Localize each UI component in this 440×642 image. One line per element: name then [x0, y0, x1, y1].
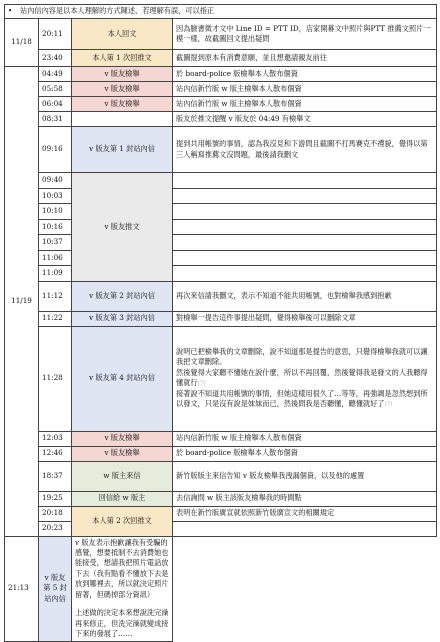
- time-cell: 10:03: [39, 188, 72, 204]
- table-row: [5, 446, 437, 461]
- desc-cell: 去信詢問 w 版主該版友檢舉我的時間點: [173, 491, 437, 506]
- action-cell: v 版友檢舉: [72, 97, 173, 112]
- action-cell: 本人第 1 次回推文: [72, 50, 173, 67]
- table-row: [5, 491, 437, 506]
- table-row: [5, 461, 437, 491]
- paragraph: [176, 368, 433, 389]
- time-cell: 09:16: [39, 127, 72, 173]
- desc-cell: 於 board-police 版檢舉本人散布個資: [173, 67, 437, 82]
- time-cell: 18:37: [39, 461, 72, 491]
- spacer: [75, 600, 169, 608]
- action-cell: v 版友第 3 封站內信: [72, 311, 173, 326]
- table-row: [5, 431, 437, 446]
- action-cell: v 版友檢舉: [72, 446, 173, 461]
- table-row: [5, 219, 437, 235]
- table-row: [5, 50, 437, 67]
- time-cell: 10:16: [39, 219, 72, 235]
- paragraph: 說明已把檢舉我的文章刪除，說不知道那是提告的意思，只覺得檢舉我就可以讓我把文章刪除。: [176, 346, 428, 367]
- table-row: [5, 266, 437, 282]
- action-cell: 本人回文: [72, 19, 173, 50]
- table-row: [5, 112, 437, 127]
- table-row: [5, 97, 437, 112]
- desc-cell: 站內信新竹版 w 版主檢舉本人散布個資: [173, 97, 437, 112]
- time-cell: 11:28: [39, 326, 72, 431]
- table-row: [5, 536, 437, 641]
- time-cell: 12:46: [39, 446, 72, 461]
- table-row: [5, 521, 437, 536]
- paragraph-text: 接著說不知道共用帳號的事情，但她這樣用很久了…等等，再強調是忽然想到所以發文，只是沒有說是妹妹而已，然後問我是否聽懂，聽懂就好了: [176, 388, 428, 409]
- table-row: [5, 204, 437, 220]
- desc-cell: [72, 536, 173, 641]
- desc-cell: 站內信新竹版 w 版主檢舉本人散布個資: [173, 431, 437, 446]
- desc-cell: [173, 188, 437, 204]
- time-cell: 11:09: [39, 266, 72, 282]
- desc-cell: 因為臉書徵才文中 Line ID = PTT ID，店家開幕文中照片與PTT 推薦文照片一模一樣，故截圖回文提出疑問: [173, 19, 437, 50]
- table-row: [5, 82, 437, 97]
- time-cell: 19:25: [39, 491, 72, 506]
- time-cell: 20:23: [39, 521, 72, 536]
- time-cell: 05:58: [39, 82, 72, 97]
- date-cell: 11/19: [5, 67, 39, 537]
- time-cell: 11:22: [39, 311, 72, 326]
- table-row: [5, 127, 437, 173]
- desc-cell: [173, 204, 437, 220]
- desc-cell: [173, 326, 437, 431]
- desc-cell: 表明在新竹版廣宣就依照新竹版廣宣文的相關規定: [173, 506, 437, 521]
- action-cell: [72, 112, 173, 127]
- desc-cell: [173, 250, 437, 266]
- table-row: [5, 311, 437, 326]
- desc-cell: 版友於推文提醒 v 版友於 04:49 有檢舉文: [173, 112, 437, 127]
- faint-mark: (?): [384, 401, 393, 409]
- action-cell: 本人第 2 次回推文: [72, 506, 173, 536]
- desc-cell: 於 board-police 版檢舉本人散布個資: [173, 446, 437, 461]
- time-cell: 23:40: [39, 50, 72, 67]
- note-text: 站內信內容是以本人理解的方式陳述，若理解有誤，可以指正: [20, 6, 215, 16]
- time-cell: 10:10: [39, 204, 72, 220]
- time-cell: 10:37: [39, 235, 72, 251]
- desc-cell: 截圖提到原本有消費意願，並且想邀請親友前往: [173, 50, 437, 67]
- desc-cell: [173, 219, 437, 235]
- paragraph: [176, 389, 433, 410]
- table-row: [5, 326, 437, 431]
- action-cell: w 版主來信: [72, 461, 173, 491]
- time-cell: 11:06: [39, 250, 72, 266]
- table-row: [5, 250, 437, 266]
- time-cell: 20:11: [39, 19, 72, 50]
- table-row: [5, 281, 437, 311]
- action-cell: 回信給 w 版主: [72, 491, 173, 506]
- paragraph-text: 然後覺得大家聽不懂她在說什麼，所以不再回覆，然後覺得我是發文的人我聽得懂就行: [176, 367, 428, 388]
- desc-cell: 再次來信請我刪文，表示不知道不能共用帳號，也對檢舉我感到抱歉: [173, 281, 437, 311]
- time-cell: 21:13: [5, 536, 39, 641]
- table-row: [5, 67, 437, 82]
- time-cell: 09:40: [39, 173, 72, 189]
- action-cell: v 版友第 2 封站內信: [72, 281, 173, 311]
- desc-cell: [173, 173, 437, 189]
- action-cell: v 版友第 4 封站內信: [72, 326, 173, 431]
- table-row: [5, 235, 437, 251]
- desc-cell: 提到共用帳號的事情，認為我沒見和下游問且截圖不打馬賽克不禮貌，覺得以第三人稱寫推薦文沒問題，最後請我刪文: [173, 127, 437, 173]
- time-cell: 04:49: [39, 67, 72, 82]
- timeline-table: [4, 4, 437, 642]
- time-cell: 12:03: [39, 431, 72, 446]
- table-row: [5, 506, 437, 521]
- desc-cell: [173, 266, 437, 282]
- action-cell: v 版友第 1 封站內信: [72, 127, 173, 173]
- table-row: [5, 19, 437, 50]
- desc-cell: [173, 521, 437, 536]
- table-row: [5, 173, 437, 189]
- desc-cell: 新竹版版主來信告知 v 版友檢舉我洩漏個資，以及他的處置: [173, 461, 437, 491]
- time-cell: 20:18: [39, 506, 72, 521]
- time-cell: 06:04: [39, 97, 72, 112]
- table-row: [5, 188, 437, 204]
- action-cell: v 版友檢舉: [72, 67, 173, 82]
- time-cell: 11:12: [39, 281, 72, 311]
- paragraph: 上述做的決定本來想說洗完澡再來修正，但洗完澡就變成接下來的發展了……: [75, 608, 169, 639]
- note-row: [5, 5, 437, 19]
- action-cell: v 版友檢舉: [72, 431, 173, 446]
- paragraph: v 版友表示抱歉讓我有受騙的感覺，想要抵制不去消費她也能接受，想請我把照片電話放下去（我有點看不懂放下去是放到哪裡去，所以就決定照片留著，但碼掉部分資訊）: [75, 537, 169, 599]
- faint-mark: (?): [197, 380, 206, 388]
- time-cell: 08:31: [39, 112, 72, 127]
- desc-cell: 對檢舉一提告這件事提出疑問，覺得檢舉後可以刪除文章: [173, 311, 437, 326]
- date-cell: 11/18: [5, 19, 39, 67]
- bullet-icon: •: [8, 6, 13, 16]
- desc-cell: [173, 235, 437, 251]
- action-cell: v 版友檢舉: [72, 82, 173, 97]
- action-cell: v 版友推文: [72, 173, 173, 282]
- desc-cell: 站內信新竹版 w 版主檢舉本人散布個資: [173, 82, 437, 97]
- note-cell: [5, 5, 437, 19]
- action-cell: v 版友第 5 封站內信: [39, 536, 72, 641]
